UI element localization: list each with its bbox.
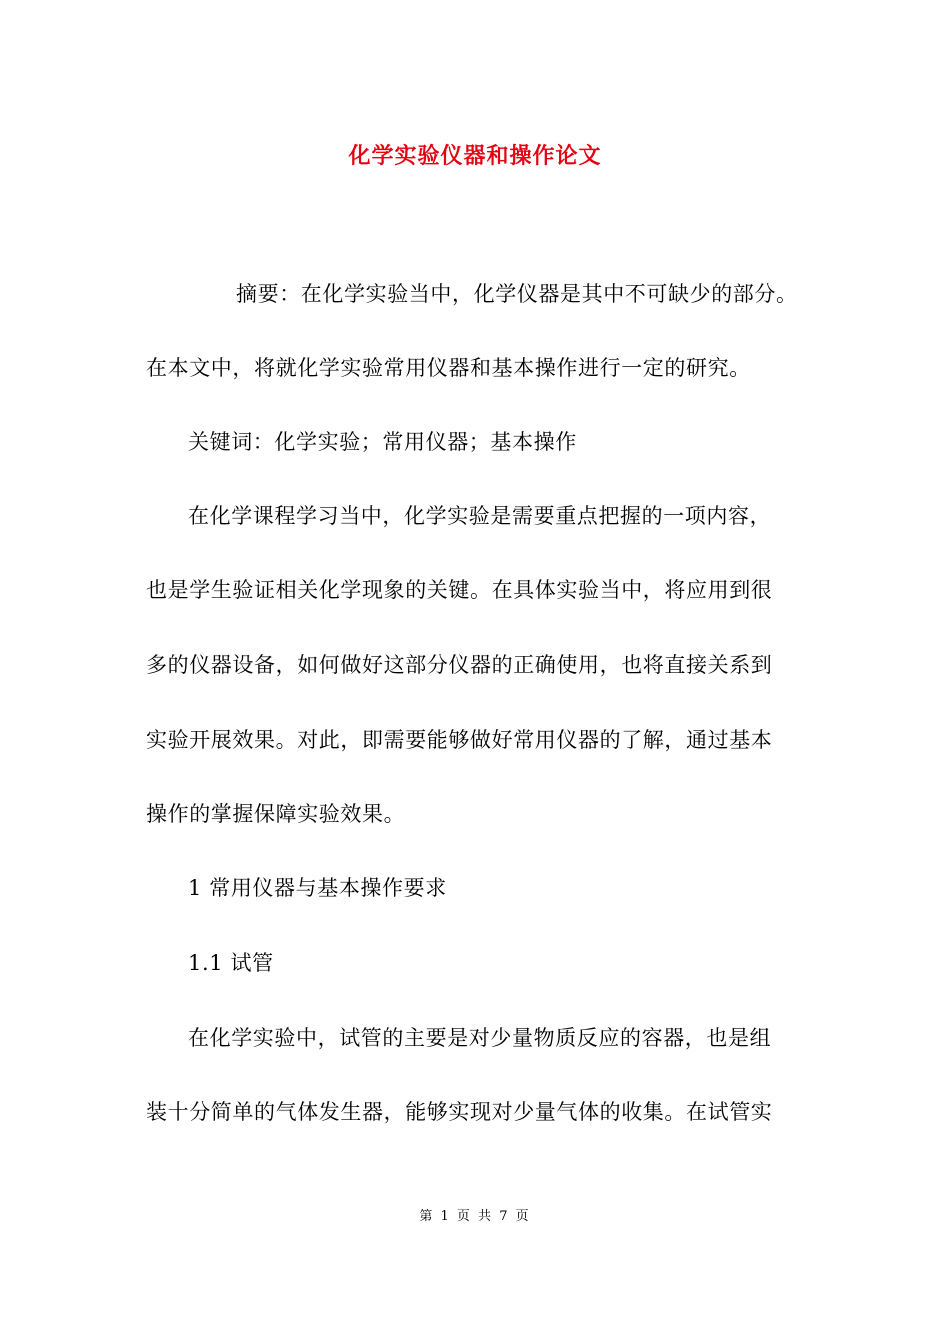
paragraph-line-5: 操作的掌握保障实验效果。 xyxy=(146,802,406,826)
paragraph-line-3: 多的仪器设备，如何做好这部分仪器的正确使用，也将直接关系到 xyxy=(146,653,773,677)
keywords-line: 关键词：化学实验；常用仪器；基本操作 xyxy=(188,430,577,454)
paragraph-line-2: 也是学生验证相关化学现象的关键。在具体实验当中，将应用到很 xyxy=(146,578,773,602)
paragraph-line-1: 在化学课程学习当中，化学实验是需要重点把握的一项内容， xyxy=(188,504,772,528)
abstract-line-1: 摘要：在化学实验当中，化学仪器是其中不可缺少的部分。 xyxy=(236,282,798,306)
section-heading: 1 常用仪器与基本操作要求 xyxy=(188,876,447,900)
page-number: 第 1 页 共 7 页 xyxy=(419,1209,531,1224)
abstract-line-2: 在本文中，将就化学实验常用仪器和基本操作进行一定的研究。 xyxy=(146,356,751,380)
paragraph-line-4: 实验开展效果。对此，即需要能够做好常用仪器的了解，通过基本 xyxy=(146,728,773,752)
subsection-heading: 1.1 试管 xyxy=(188,951,274,975)
body-line-2: 装十分简单的气体发生器，能够实现对少量气体的收集。在试管实 xyxy=(146,1100,773,1124)
document-title: 化学实验仪器和操作论文 xyxy=(348,143,602,169)
body-line-1: 在化学实验中，试管的主要是对少量物质反应的容器，也是组 xyxy=(188,1026,772,1050)
